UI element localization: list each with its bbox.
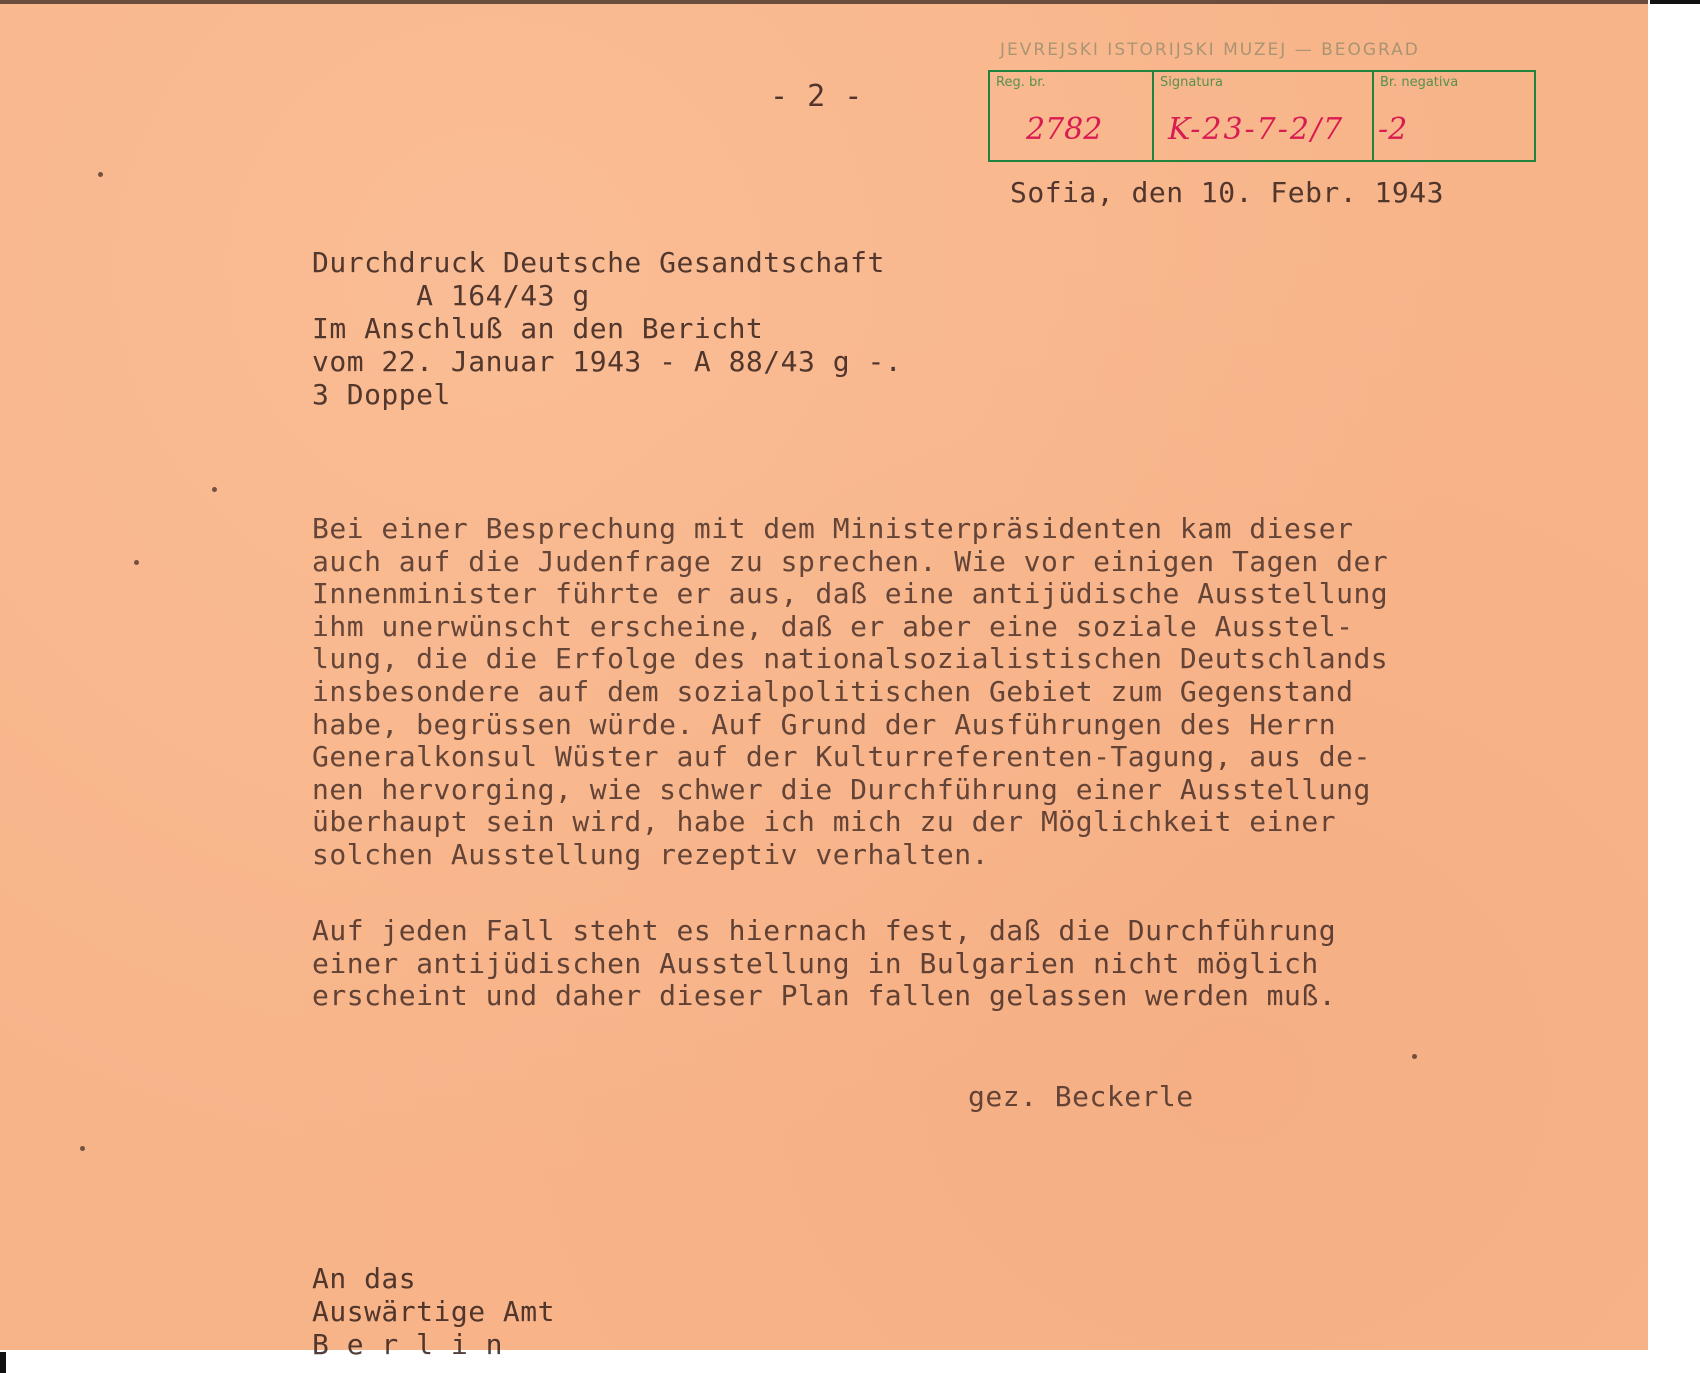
body-paragraph-1: Bei einer Besprechung mit dem Ministerpräsidenten kam dieser auch auf die Judenfrage zu sprechen. Wie vor einigen Tagen der Innenminister führte er aus, daß eine antijüdische Ausstellung ihm unerwünscht erscheine, daß er aber eine soziale Ausstel- lung, die die Erfolge des nationalsozialistischen Deutschlands insbesondere auf dem sozialpolitischen Gebiet zum Gegenstand habe, begrüssen würde. Auf Grund der Ausführungen des Herrn Generalkonsul Wüster auf der Kulturreferenten-Tagung, aus de- nen hervorging, wie schwer die Durchführung einer Ausstellung überhaupt sein wird, habe ich mich zu der Möglichkeit einer solchen Ausstellung rezeptiv verhalten. [312,512,1389,871]
paper-speck [98,172,103,177]
stamp-cell-registration [990,72,1154,160]
place-date: Sofia, den 10. Febr. 1943 [1010,176,1444,209]
paper-speck [80,1146,85,1151]
museum-stamp-header: JEVREJSKI ISTORIJSKI MUZEJ — BEOGRAD [1000,40,1420,60]
registry-stamp [988,70,1536,162]
scan-corner-mark [1650,0,1700,4]
scan-margin [1648,0,1700,1350]
scan-edge-mark [0,1352,6,1373]
scan-top-edge [0,0,1648,4]
stamp-signature-label: Signatura [1160,75,1223,90]
stamp-cell-signature [1154,72,1374,160]
stamp-cell-negative [1374,72,1534,160]
page-number: - 2 - [770,79,863,114]
stamp-signature-value: K-23-7-2/7 [1168,112,1345,147]
stamp-negative-label: Br. negativa [1380,75,1459,90]
signature: gez. Beckerle [968,1080,1194,1113]
recipient-address: An das Auswärtige Amt B e r l i n [312,1262,556,1361]
stamp-registration-value: 2782 [1026,112,1103,147]
stamp-registration-label: Reg. br. [996,75,1046,90]
body-paragraph-2: Auf jeden Fall steht es hiernach fest, daß die Durchführung einer antijüdischen Ausstellung in Bulgarien nicht möglich erscheint und daher dieser Plan fallen gelassen werden muß. [312,914,1337,1013]
paper-speck [212,487,217,492]
reference-block: Durchdruck Deutsche Gesandtschaft A 164/43 g Im Anschluß an den Bericht vom 22. Januar 1943 - A 88/43 g -. 3 Doppel [312,246,903,411]
paper-speck [1412,1054,1417,1059]
stamp-negative-value: -2 [1378,112,1408,147]
paper-speck [134,560,139,565]
